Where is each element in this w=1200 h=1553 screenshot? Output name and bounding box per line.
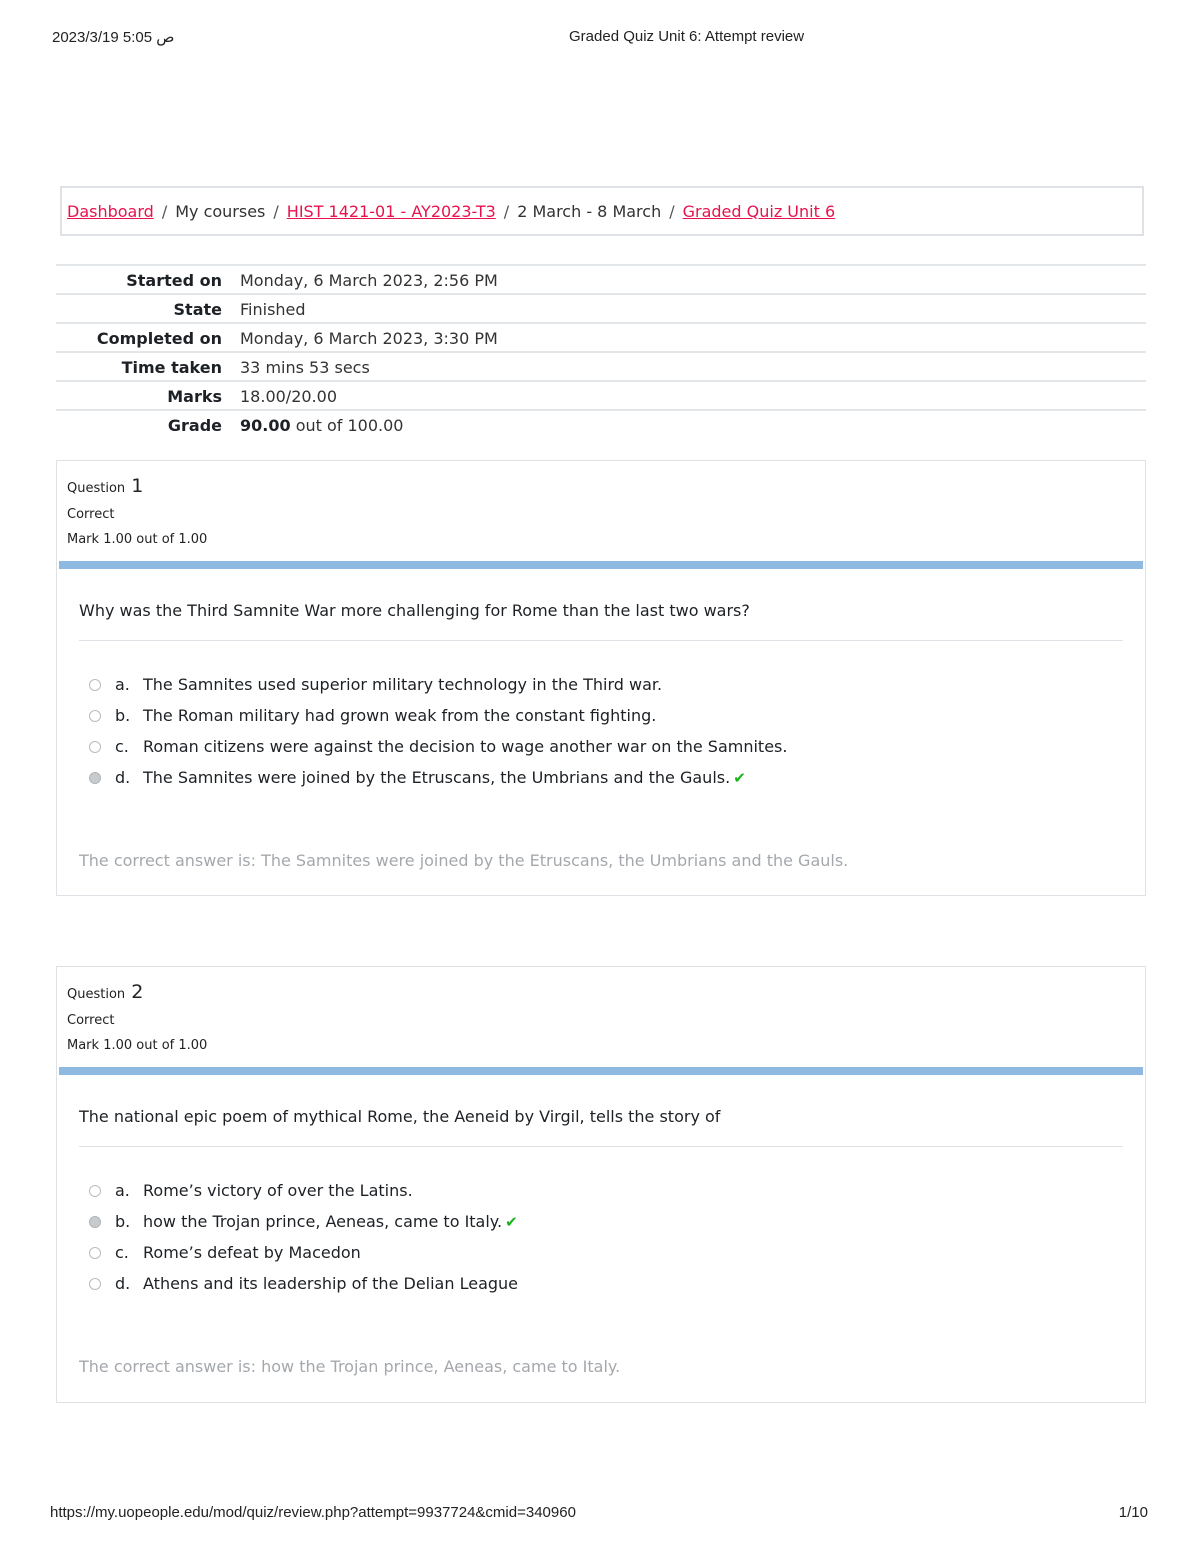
summary-value: 33 mins 53 secs bbox=[240, 352, 1146, 381]
option-text: how the Trojan prince, Aeneas, came to Italy. bbox=[143, 1212, 503, 1231]
breadcrumb-my-courses: My courses bbox=[175, 201, 266, 221]
option-text: The Samnites were joined by the Etruscans, the Umbrians and the Gauls. bbox=[143, 768, 731, 787]
breadcrumb-week: 2 March - 8 March bbox=[517, 201, 662, 221]
question-2 bbox=[56, 966, 1146, 1403]
summary-row-started bbox=[56, 265, 1146, 294]
option-text: Rome’s defeat by Macedon bbox=[143, 1243, 361, 1262]
answer-option-selected[interactable] bbox=[79, 762, 1123, 793]
print-url: https://my.uopeople.edu/mod/quiz/review.php?attempt=9937724&cmid=340960 bbox=[50, 1504, 576, 1521]
print-date: 2023/3/19 5:05 ص bbox=[52, 29, 175, 46]
correct-check-icon: ✔ bbox=[733, 768, 746, 787]
question-content bbox=[57, 1075, 1145, 1299]
question-content bbox=[57, 569, 1145, 793]
option-letter: d. bbox=[115, 1274, 131, 1293]
question-prefix: Question bbox=[67, 481, 126, 496]
radio-button[interactable] bbox=[89, 1247, 101, 1259]
radio-button[interactable] bbox=[89, 741, 101, 753]
question-status: Correct bbox=[67, 1013, 115, 1028]
summary-value: Monday, 6 March 2023, 3:30 PM bbox=[240, 323, 1146, 352]
summary-value: 18.00/20.00 bbox=[240, 381, 1146, 410]
answer-option[interactable] bbox=[79, 669, 1123, 700]
summary-label: Marks bbox=[56, 381, 240, 410]
grade-rest: out of 100.00 bbox=[295, 415, 404, 435]
summary-label: Started on bbox=[56, 265, 240, 294]
option-letter: d. bbox=[115, 768, 131, 787]
answer-option[interactable] bbox=[79, 731, 1123, 762]
question-prefix: Question bbox=[67, 987, 126, 1002]
breadcrumb bbox=[60, 186, 1144, 236]
option-text: Roman citizens were against the decision to wage another war on the Samnites. bbox=[143, 737, 788, 756]
summary-value: Finished bbox=[240, 294, 1146, 323]
answer-option[interactable] bbox=[79, 1268, 1123, 1299]
question-divider-bar bbox=[59, 561, 1143, 569]
question-text: Why was the Third Samnite War more challenging for Rome than the last two wars? bbox=[79, 601, 1123, 641]
summary-label: Grade bbox=[56, 410, 240, 438]
radio-button[interactable] bbox=[89, 679, 101, 691]
summary-row-state bbox=[56, 294, 1146, 323]
radio-button[interactable] bbox=[89, 1278, 101, 1290]
answer-options bbox=[79, 1175, 1123, 1299]
option-letter: a. bbox=[115, 1181, 130, 1200]
answer-option[interactable] bbox=[79, 1237, 1123, 1268]
option-letter: b. bbox=[115, 1212, 131, 1231]
breadcrumb-quiz[interactable]: Graded Quiz Unit 6 bbox=[682, 201, 836, 221]
option-letter: c. bbox=[115, 1243, 129, 1262]
radio-button-selected[interactable] bbox=[89, 1216, 101, 1228]
breadcrumb-separator: / bbox=[273, 201, 279, 221]
option-letter: c. bbox=[115, 737, 129, 756]
question-number: 1 bbox=[131, 475, 144, 497]
question-mark: Mark 1.00 out of 1.00 bbox=[67, 1038, 208, 1053]
grade-score: 90.00 bbox=[240, 415, 291, 435]
question-divider-bar bbox=[59, 1067, 1143, 1075]
correct-check-icon: ✔ bbox=[505, 1212, 518, 1231]
correct-answer-feedback: The correct answer is: how the Trojan prince, Aeneas, came to Italy. bbox=[79, 1357, 621, 1376]
radio-button[interactable] bbox=[89, 1185, 101, 1197]
summary-label: State bbox=[56, 294, 240, 323]
breadcrumb-separator: / bbox=[669, 201, 675, 221]
answer-option-selected[interactable] bbox=[79, 1206, 1123, 1237]
question-text: The national epic poem of mythical Rome, the Aeneid by Virgil, tells the story of bbox=[79, 1107, 1123, 1147]
answer-options bbox=[79, 669, 1123, 793]
summary-row-grade bbox=[56, 410, 1146, 438]
radio-button-selected[interactable] bbox=[89, 772, 101, 784]
summary-value bbox=[240, 410, 1146, 438]
summary-value: Monday, 6 March 2023, 2:56 PM bbox=[240, 265, 1146, 294]
summary-row-marks bbox=[56, 381, 1146, 410]
correct-answer-feedback: The correct answer is: The Samnites were joined by the Etruscans, the Umbrians and the Gauls. bbox=[79, 851, 849, 870]
print-footer bbox=[0, 1504, 1200, 1526]
summary-row-time bbox=[56, 352, 1146, 381]
question-number: 2 bbox=[131, 981, 144, 1003]
breadcrumb-course[interactable]: HIST 1421-01 - AY2023-T3 bbox=[286, 201, 496, 221]
option-letter: a. bbox=[115, 675, 130, 694]
question-status: Correct bbox=[67, 507, 115, 522]
radio-button[interactable] bbox=[89, 710, 101, 722]
summary-label: Time taken bbox=[56, 352, 240, 381]
option-text: Athens and its leadership of the Delian League bbox=[143, 1274, 519, 1293]
option-letter: b. bbox=[115, 706, 131, 725]
question-mark: Mark 1.00 out of 1.00 bbox=[67, 532, 208, 547]
breadcrumb-separator: / bbox=[503, 201, 510, 221]
attempt-summary-table bbox=[56, 264, 1146, 438]
question-1 bbox=[56, 460, 1146, 896]
summary-label: Completed on bbox=[56, 323, 240, 352]
answer-option[interactable] bbox=[79, 700, 1123, 731]
print-header bbox=[0, 28, 1200, 50]
print-title: Graded Quiz Unit 6: Attempt review bbox=[569, 28, 805, 45]
summary-row-completed bbox=[56, 323, 1146, 352]
answer-option[interactable] bbox=[79, 1175, 1123, 1206]
breadcrumb-separator: / bbox=[161, 201, 168, 221]
option-text: Rome’s victory of over the Latins. bbox=[143, 1181, 413, 1200]
option-text: The Roman military had grown weak from the constant fighting. bbox=[143, 706, 657, 725]
option-text: The Samnites used superior military technology in the Third war. bbox=[143, 675, 663, 694]
question-info bbox=[57, 461, 1145, 561]
breadcrumb-dashboard[interactable]: Dashboard bbox=[67, 201, 154, 221]
question-info bbox=[57, 967, 1145, 1067]
page-number: 1/10 bbox=[1118, 1504, 1148, 1521]
